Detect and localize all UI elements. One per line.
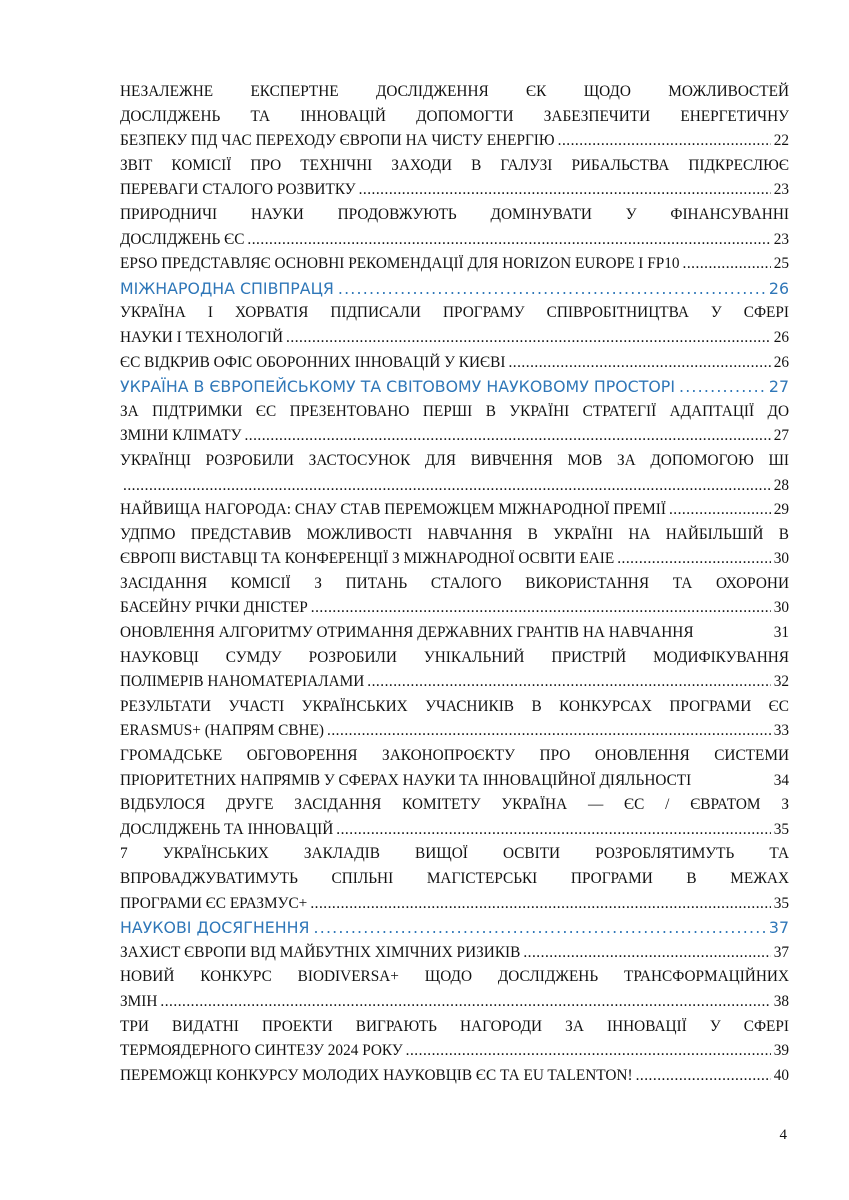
toc-entry-line: ЗВІТ КОМІСІЇ ПРО ТЕХНІЧНІ ЗАХОДИ В ГАЛУЗІ РИБАЛЬСТВА ПІДКРЕСЛЮЄ: [120, 156, 789, 174]
toc-entry-text: НАЙВИЩА НАГОРОДА: СНАУ СТАВ ПЕРЕМОЖЦЕМ МІЖНАРОДНОЇ ПРЕМІЇ: [120, 501, 666, 519]
dot-leader: [359, 178, 771, 203]
toc-entry-line: УКРАЇНА І ХОРВАТІЯ ПІДПИСАЛИ ПРОГРАМУ СПІВРОБІТНИЦТВА У СФЕРІ: [120, 304, 789, 322]
section-title: НАУКОВІ ДОСЯГНЕННЯ: [120, 918, 310, 938]
dot-leader: [367, 670, 770, 695]
toc-entry-line: УДПМО ПРЕДСТАВИВ МОЖЛИВОСТІ НАВЧАННЯ В УКРАЇНІ НА НАЙБІЛЬШІЙ В: [120, 525, 789, 543]
toc-page-number: 39: [773, 1042, 789, 1060]
toc-section-heading[interactable]: [120, 375, 789, 400]
toc-entry-text: ПЕРЕМОЖЦІ КОНКУРСУ МОЛОДИХ НАУКОВЦІВ ЄС ТА EU TALENTON!: [120, 1066, 633, 1084]
dot-leader: [669, 498, 771, 523]
dot-leader: [636, 1064, 771, 1089]
toc-entry-line: ЗАСІДАННЯ КОМІСІЇ З ПИТАНЬ СТАЛОГО ВИКОРИСТАННЯ ТА ОХОРОНИ: [120, 574, 789, 592]
toc-entry[interactable]: [120, 572, 789, 621]
toc-entry[interactable]: [120, 842, 789, 916]
toc-page-number: 35: [773, 820, 789, 838]
toc-entry-line: ЗА ПІДТРИМКИ ЄС ПРЕЗЕНТОВАНО ПЕРШІ В УКРАЇНІ СТРАТЕГІЇ АДАПТАЦІЇ ДО: [120, 402, 789, 420]
toc-entry[interactable]: [120, 744, 789, 793]
toc-entry[interactable]: [120, 646, 789, 695]
toc-entry-text: НАУКИ І ТЕХНОЛОГІЙ: [120, 328, 284, 346]
dot-leader: [523, 941, 770, 966]
toc-entry-line: НЕЗАЛЕЖНЕ ЕКСПЕРТНЕ ДОСЛІДЖЕННЯ ЄК ЩОДО МОЖЛИВОСТЕЙ: [120, 83, 789, 100]
dot-leader: [679, 375, 765, 400]
toc-page-number: 25: [773, 255, 789, 273]
toc-entry-text: БЕЗПЕКУ ПІД ЧАС ПЕРЕХОДУ ЄВРОПИ НА ЧИСТУ ЕНЕРГІЮ: [120, 132, 555, 150]
dot-leader: [123, 474, 771, 499]
dot-leader: [314, 916, 765, 941]
toc-entry[interactable]: [120, 449, 789, 498]
toc-entry[interactable]: [120, 695, 789, 744]
toc-page-number: 28: [773, 476, 789, 494]
dot-leader: [247, 228, 770, 253]
toc-entry-line: РЕЗУЛЬТАТИ УЧАСТІ УКРАЇНСЬКИХ УЧАСНИКІВ В КОНКУРСАХ ПРОГРАМИ ЄС: [120, 697, 789, 715]
toc-entry[interactable]: [120, 351, 789, 376]
toc-page-number: 30: [773, 550, 789, 568]
toc-entry-text: ЄС ВІДКРИВ ОФІС ОБОРОННИХ ІННОВАЦІЙ У КИЄВІ: [120, 353, 506, 371]
toc-page-number: 26: [773, 353, 789, 371]
toc-section-heading[interactable]: [120, 916, 789, 941]
toc-entry-text: ПРОГРАМИ ЄС ЕРАЗМУС+: [120, 894, 308, 912]
dot-leader: [327, 719, 771, 744]
toc-page-number: 38: [773, 992, 789, 1010]
toc-entry-text: ОНОВЛЕННЯ АЛГОРИТМУ ОТРИМАННЯ ДЕРЖАВНИХ ГРАНТІВ НА НАВЧАННЯ: [120, 624, 694, 642]
dot-leader: [406, 1039, 771, 1064]
toc-entry[interactable]: [120, 301, 789, 350]
toc-entry-text: ЗМІНИ КЛІМАТУ: [120, 427, 242, 445]
toc-entry[interactable]: [120, 498, 789, 523]
section-title: МІЖНАРОДНА СПІВПРАЦЯ: [120, 278, 334, 298]
toc-entry[interactable]: [120, 154, 789, 203]
toc-entry-line: ДОСЛІДЖЕНЬ ТА ІННОВАЦІЙ ДОПОМОГТИ ЗАБЕЗПЕЧИТИ ЕНЕРГЕТИЧНУ: [120, 107, 789, 125]
toc-entry-line: ВІДБУЛОСЯ ДРУГЕ ЗАСІДАННЯ КОМІТЕТУ УКРАЇНА — ЄС / ЄВРАТОМ З: [120, 796, 789, 814]
page-number: 4: [779, 1127, 787, 1143]
toc-entry-line: ГРОМАДСЬКЕ ОБГОВОРЕННЯ ЗАКОНОПРОЄКТУ ПРО ОНОВЛЕННЯ СИСТЕМИ: [120, 747, 789, 765]
toc-section-heading[interactable]: [120, 277, 789, 302]
toc-page-number: 27: [773, 427, 789, 445]
toc-entry-text: ДОСЛІДЖЕНЬ ЄС: [120, 230, 245, 248]
toc-entry-text: ERASMUS+ (НАПРЯМ СВНЕ): [120, 722, 325, 740]
dot-leader: [338, 277, 765, 302]
toc-page-number: 26: [773, 328, 789, 346]
toc-entry[interactable]: [120, 523, 789, 572]
dot-leader: [617, 547, 771, 572]
toc-entry-text: ДОСЛІДЖЕНЬ ТА ІННОВАЦІЙ: [120, 820, 334, 838]
toc-page-number: 23: [773, 181, 789, 199]
toc-page-number: 34: [773, 771, 789, 789]
toc-entry-text: ПРІОРИТЕТНИХ НАПРЯМІВ У СФЕРАХ НАУКИ ТА ІННОВАЦІЙНОЇ ДІЯЛЬНОСТІ: [120, 771, 692, 789]
dot-leader: [683, 252, 771, 277]
toc-page-number: 22: [773, 132, 789, 150]
toc-entry[interactable]: [120, 941, 789, 966]
toc-entry[interactable]: [120, 621, 789, 646]
toc-entry-line: НОВИЙ КОНКУРС BIODIVERSA+ ЩОДО ДОСЛІДЖЕНЬ ТРАНСФОРМАЦІЙНИХ: [120, 968, 789, 986]
toc-entry[interactable]: [120, 400, 789, 449]
toc-entry-text: ТЕРМОЯДЕРНОГО СИНТЕЗУ 2024 РОКУ: [120, 1042, 403, 1060]
toc-page-number: 33: [773, 722, 789, 740]
toc-page-number: 26: [768, 278, 789, 298]
toc-page-number: 27: [768, 377, 789, 397]
toc-entry[interactable]: [120, 793, 789, 842]
toc-entry-text: ПЕРЕВАГИ СТАЛОГО РОЗВИТКУ: [120, 181, 356, 199]
dot-leader: [336, 818, 770, 843]
toc-page-number: 32: [773, 673, 789, 691]
toc-page-number: 37: [773, 943, 789, 961]
toc-entry[interactable]: [120, 203, 789, 252]
toc-entry-text: ЗАХИСТ ЄВРОПИ ВІД МАЙБУТНІХ ХІМІЧНИХ РИЗИКІВ: [120, 943, 521, 961]
toc-entry-line: ПРИРОДНИЧІ НАУКИ ПРОДОВЖУЮТЬ ДОМІНУВАТИ У ФІНАНСУВАННІ: [120, 205, 789, 223]
toc-page-number: 35: [773, 894, 789, 912]
toc-entry-text: БАСЕЙНУ РІЧКИ ДНІСТЕР: [120, 599, 308, 617]
toc-entry[interactable]: [120, 1015, 789, 1064]
toc-entry[interactable]: [120, 1064, 789, 1089]
dot-leader: [508, 351, 770, 376]
toc-entry-line: ВПРОВАДЖУВАТИМУТЬ СПІЛЬНІ МАГІСТЕРСЬКІ ПРОГРАМИ В МЕЖАХ: [120, 870, 789, 887]
toc-entry[interactable]: [120, 965, 789, 1014]
section-title: УКРАЇНА В ЄВРОПЕЙСЬКОМУ ТА СВІТОВОМУ НАУКОВОМУ ПРОСТОРІ: [120, 377, 675, 397]
toc-entry-line: ТРИ ВИДАТНІ ПРОЕКТИ ВИГРАЮТЬ НАГОРОДИ ЗА ІННОВАЦІЇ У СФЕРІ: [120, 1017, 789, 1035]
toc-page-number: 30: [773, 599, 789, 617]
table-of-contents: [120, 80, 789, 1088]
toc-page-number: 29: [773, 501, 789, 519]
dot-leader: [310, 892, 770, 917]
toc-page-number: 23: [773, 230, 789, 248]
dot-leader: [160, 990, 770, 1015]
dot-leader: [558, 129, 771, 154]
toc-entry[interactable]: [120, 80, 789, 154]
toc-entry[interactable]: [120, 252, 789, 277]
toc-entry-text: ЄВРОПІ ВИСТАВЦІ ТА КОНФЕРЕНЦІЇ З МІЖНАРОДНОЇ ОСВІТИ EAIE: [120, 550, 615, 568]
toc-entry-line: 7 УКРАЇНСЬКИХ ЗАКЛАДІВ ВИЩОЇ ОСВІТИ РОЗРОБЛЯТИМУТЬ ТА: [120, 845, 789, 863]
toc-entry-text: EPSO ПРЕДСТАВЛЯЄ ОСНОВНІ РЕКОМЕНДАЦІЇ ДЛЯ HORIZON EUROPE І FP10: [120, 255, 680, 273]
toc-entry-line: УКРАЇНЦІ РОЗРОБИЛИ ЗАСТОСУНОК ДЛЯ ВИВЧЕННЯ МОВ ЗА ДОПОМОГОЮ ШІ: [120, 451, 789, 469]
dot-leader: [311, 596, 771, 621]
toc-entry-line: НАУКОВЦІ СУМДУ РОЗРОБИЛИ УНІКАЛЬНИЙ ПРИСТРІЙ МОДИФІКУВАННЯ: [120, 648, 789, 666]
toc-entry-text: ЗМІН: [120, 992, 158, 1010]
toc-page-number: 31: [773, 624, 789, 642]
dot-leader: [286, 326, 771, 351]
toc-page-number: 37: [768, 918, 789, 938]
dot-leader: [244, 424, 770, 449]
toc-entry-text: ПОЛІМЕРІВ НАНОМАТЕРІАЛАМИ: [120, 673, 365, 691]
toc-page-number: 40: [773, 1066, 789, 1084]
